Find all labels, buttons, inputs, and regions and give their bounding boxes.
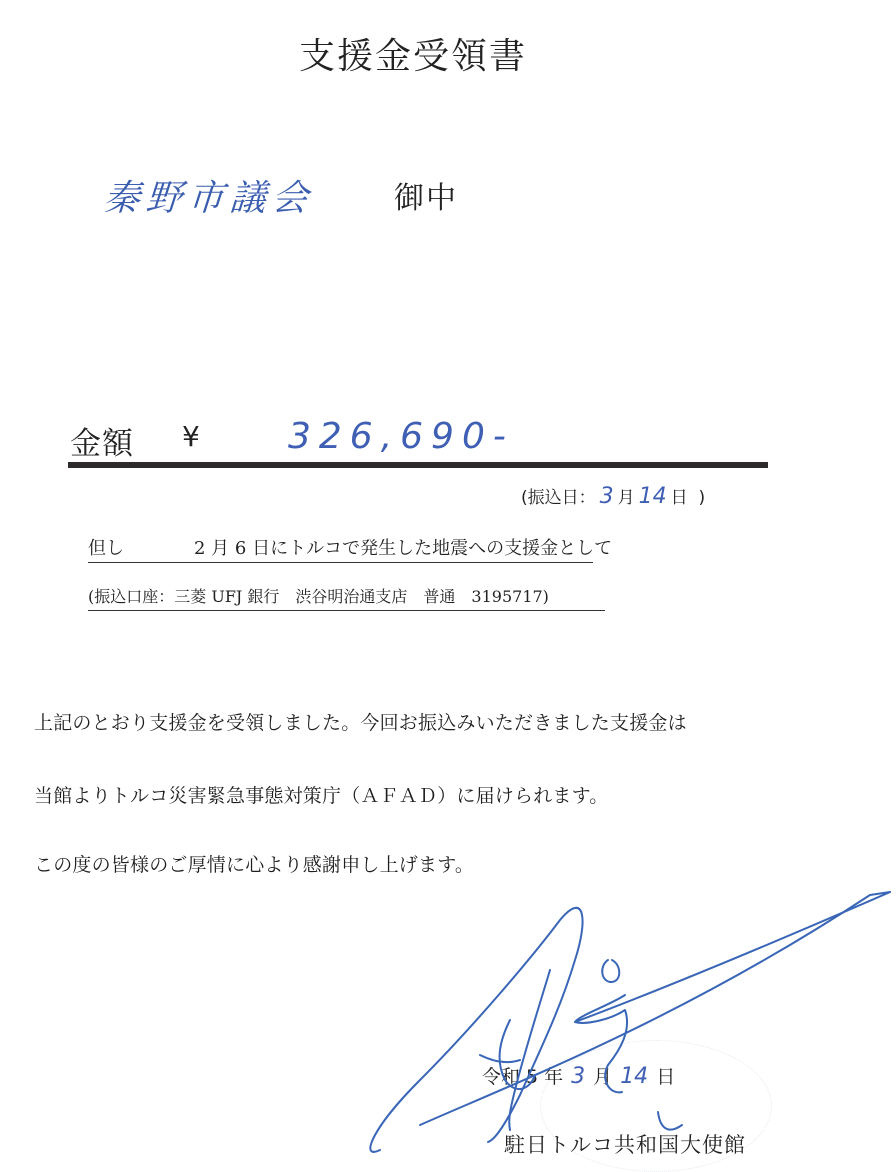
transfer-day-handwritten: 14 bbox=[638, 484, 667, 509]
body-paragraph-line-3: この度の皆様のご厚情に心より感謝申し上げます。 bbox=[34, 854, 475, 876]
purpose-label: 但し bbox=[88, 538, 124, 559]
issue-day-unit: 日 bbox=[656, 1066, 676, 1088]
bank-account-line: (振込口座：三菱 UFJ 銀行 渋谷明治通支店 普通 3195717) bbox=[88, 584, 605, 611]
transfer-date bbox=[521, 483, 705, 509]
issue-date bbox=[482, 1062, 675, 1089]
transfer-month-unit: 月 bbox=[617, 488, 635, 508]
document-title: 支援金受領書 bbox=[298, 36, 527, 77]
issue-month-unit: 月 bbox=[593, 1066, 613, 1088]
transfer-date-suffix: ) bbox=[698, 488, 706, 508]
amount-value-handwritten: 326,690- bbox=[288, 416, 514, 457]
transfer-date-prefix: (振込日： bbox=[521, 488, 596, 508]
issue-day-handwritten: 14 bbox=[620, 1064, 649, 1089]
body-paragraph-line-1: 上記のとおり支援金を受領しました。今回お振込みいただきました支援金は bbox=[34, 712, 687, 734]
issuer-name: 駐日トルコ共和国大使館 bbox=[504, 1133, 746, 1157]
issue-era-year: 令和 5 年 bbox=[482, 1066, 564, 1088]
amount-underline-rule bbox=[68, 462, 768, 468]
purpose-text: 2 月 6 日にトルコで発生した地震への支援金として bbox=[194, 538, 613, 559]
recipient-honorific: 御中 bbox=[394, 181, 458, 216]
transfer-day-unit: 日 bbox=[670, 488, 688, 508]
body-paragraph-line-2: 当館よりトルコ災害緊急事態対策庁（ＡＦＡＤ）に届けられます。 bbox=[34, 785, 609, 807]
recipient-name-handwritten: 秦野市議会 bbox=[102, 178, 316, 219]
purpose-line bbox=[88, 534, 613, 563]
issue-month-handwritten: 3 bbox=[571, 1064, 586, 1089]
currency-symbol: ¥ bbox=[182, 420, 200, 453]
transfer-month-handwritten: 3 bbox=[599, 484, 614, 509]
amount-label: 金額 bbox=[70, 426, 134, 462]
